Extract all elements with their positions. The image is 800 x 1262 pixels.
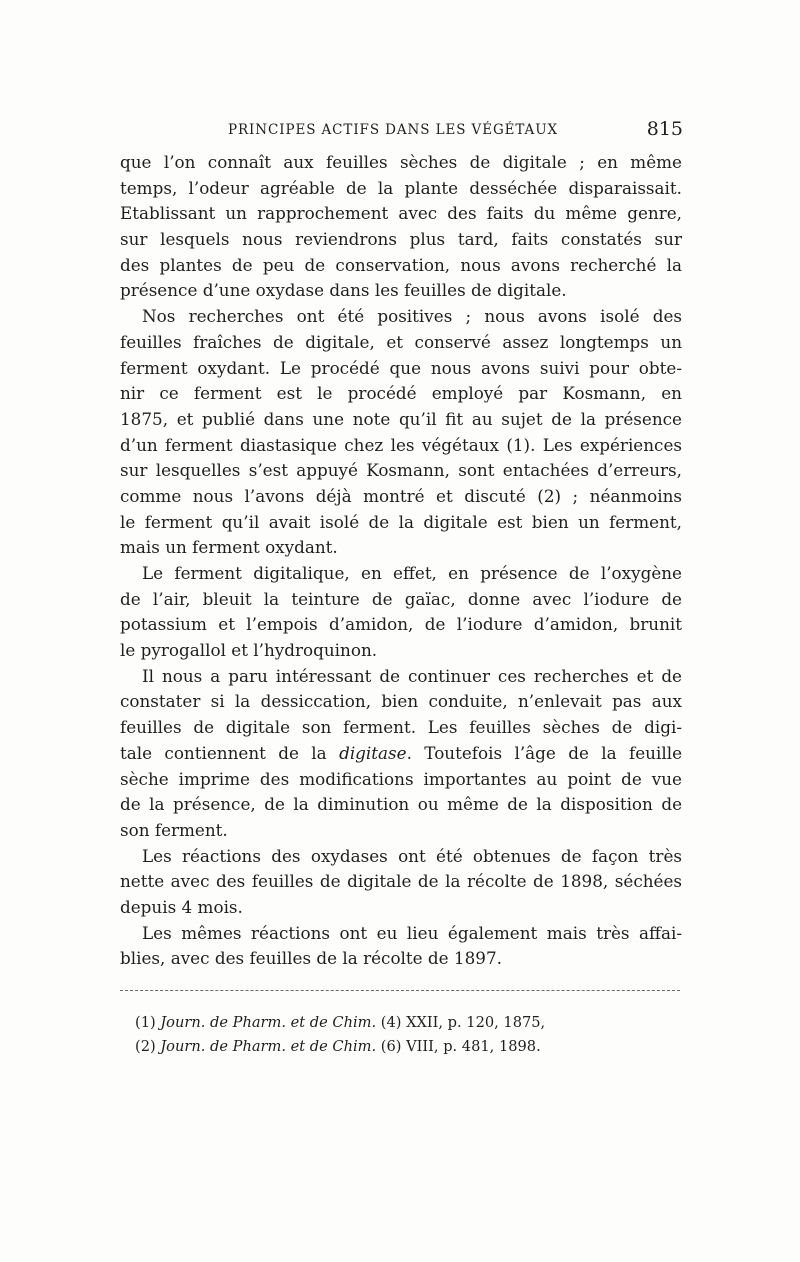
running-title: PRINCIPES ACTIFS DANS LES VÉGÉTAUX bbox=[228, 122, 558, 138]
text-line: temps, l’odeur agréable de la plante desséchée disparaissait. bbox=[120, 177, 682, 198]
text-line: Les réactions des oxydases ont été obtenues de façon très bbox=[142, 845, 682, 866]
footnote-reference: (4) XXII, p. 120, 1875, bbox=[380, 1014, 546, 1031]
footnote bbox=[135, 1035, 635, 1059]
text-line-part: tale contiennent de la bbox=[120, 742, 327, 763]
text-line: des plantes de peu de conservation, nous avons recherché la bbox=[120, 254, 682, 275]
footnote-reference: (6) VIII, p. 481, 1898. bbox=[380, 1038, 541, 1055]
text-line: potassium et l’empois d’amidon, de l’iodure d’amidon, brunit bbox=[120, 614, 682, 635]
text-line: que l’on connaît aux feuilles sèches de digitale ; en même bbox=[120, 152, 682, 172]
text-line: présence d’une oxydase dans les feuilles de digitale. bbox=[120, 280, 567, 301]
footnote-journal: Journ. de Pharm. et de Chim. bbox=[160, 1014, 377, 1031]
text-line: sèche imprime des modifications importantes au point de vue bbox=[120, 768, 682, 789]
text-line: feuilles fraîches de digitale, et conservé assez longtemps un bbox=[120, 331, 682, 352]
text-line: le ferment qu’il avait isolé de la digitale est bien un ferment, bbox=[120, 511, 682, 532]
text-line: Il nous a paru intéressant de continuer ces recherches et de bbox=[142, 665, 682, 686]
text-line: 1875, et publié dans une note qu’il fit au sujet de la présence bbox=[120, 408, 682, 429]
text-line: depuis 4 mois. bbox=[120, 896, 243, 917]
text-line: son ferment. bbox=[120, 819, 228, 840]
footnote-marker: (2) bbox=[135, 1038, 156, 1055]
text-line: Le ferment digitalique, en effet, en présence de l’oxygène bbox=[142, 563, 682, 583]
text-line: constater si la dessiccation, bien conduite, n’enlevait pas aux bbox=[120, 691, 682, 712]
emphasized-term: digitase bbox=[339, 742, 407, 763]
text-line: de la présence, de la diminution ou même de la disposition de bbox=[120, 794, 682, 815]
text-line bbox=[120, 741, 682, 767]
text-line: comme nous l’avons déjà montré et discuté (2) ; néanmoins bbox=[120, 485, 682, 506]
text-line: blies, avec des feuilles de la récolte de 1897. bbox=[120, 948, 502, 969]
footnotes bbox=[135, 1011, 635, 1059]
footnote-journal: Journ. de Pharm. et de Chim. bbox=[160, 1038, 377, 1055]
text-line: Les mêmes réactions ont eu lieu également mais très affai- bbox=[142, 922, 682, 943]
text-line-part: . Toutefois l’âge de la feuille bbox=[406, 742, 683, 763]
text-line: d’un ferment diastasique chez les végétaux (1). Les expériences bbox=[120, 434, 682, 455]
text-line: mais un ferment oxydant. bbox=[120, 537, 338, 558]
text-line: sur lesquelles s’est appuyé Kosmann, sont entachées d’erreurs, bbox=[120, 460, 682, 481]
body-text bbox=[120, 150, 682, 972]
page-number: 815 bbox=[646, 118, 683, 140]
text-line: sur lesquels nous reviendrons plus tard, faits constatés sur bbox=[120, 229, 682, 250]
text-line: ferment oxydant. Le procédé que nous avons suivi pour obte- bbox=[120, 357, 682, 378]
footnote-marker: (1) bbox=[135, 1014, 156, 1031]
text-line: nir ce ferment est le procédé employé par Kosmann, en bbox=[120, 383, 682, 404]
text-line: Nos recherches ont été positives ; nous avons isolé des bbox=[142, 306, 682, 327]
footnote bbox=[135, 1011, 635, 1035]
text-line: le pyrogallol et l’hydroquinon. bbox=[120, 640, 378, 661]
footnote-divider bbox=[120, 990, 680, 991]
running-head bbox=[228, 118, 683, 144]
text-line: feuilles de digitale son ferment. Les feuilles sèches de digi- bbox=[120, 717, 682, 738]
text-line: Etablissant un rapprochement avec des faits du même genre, bbox=[120, 203, 682, 224]
text-line: de l’air, bleuit la teinture de gaïac, donne avec l’iodure de bbox=[120, 588, 682, 609]
text-line: nette avec des feuilles de digitale de la récolte de 1898, séchées bbox=[120, 871, 682, 892]
